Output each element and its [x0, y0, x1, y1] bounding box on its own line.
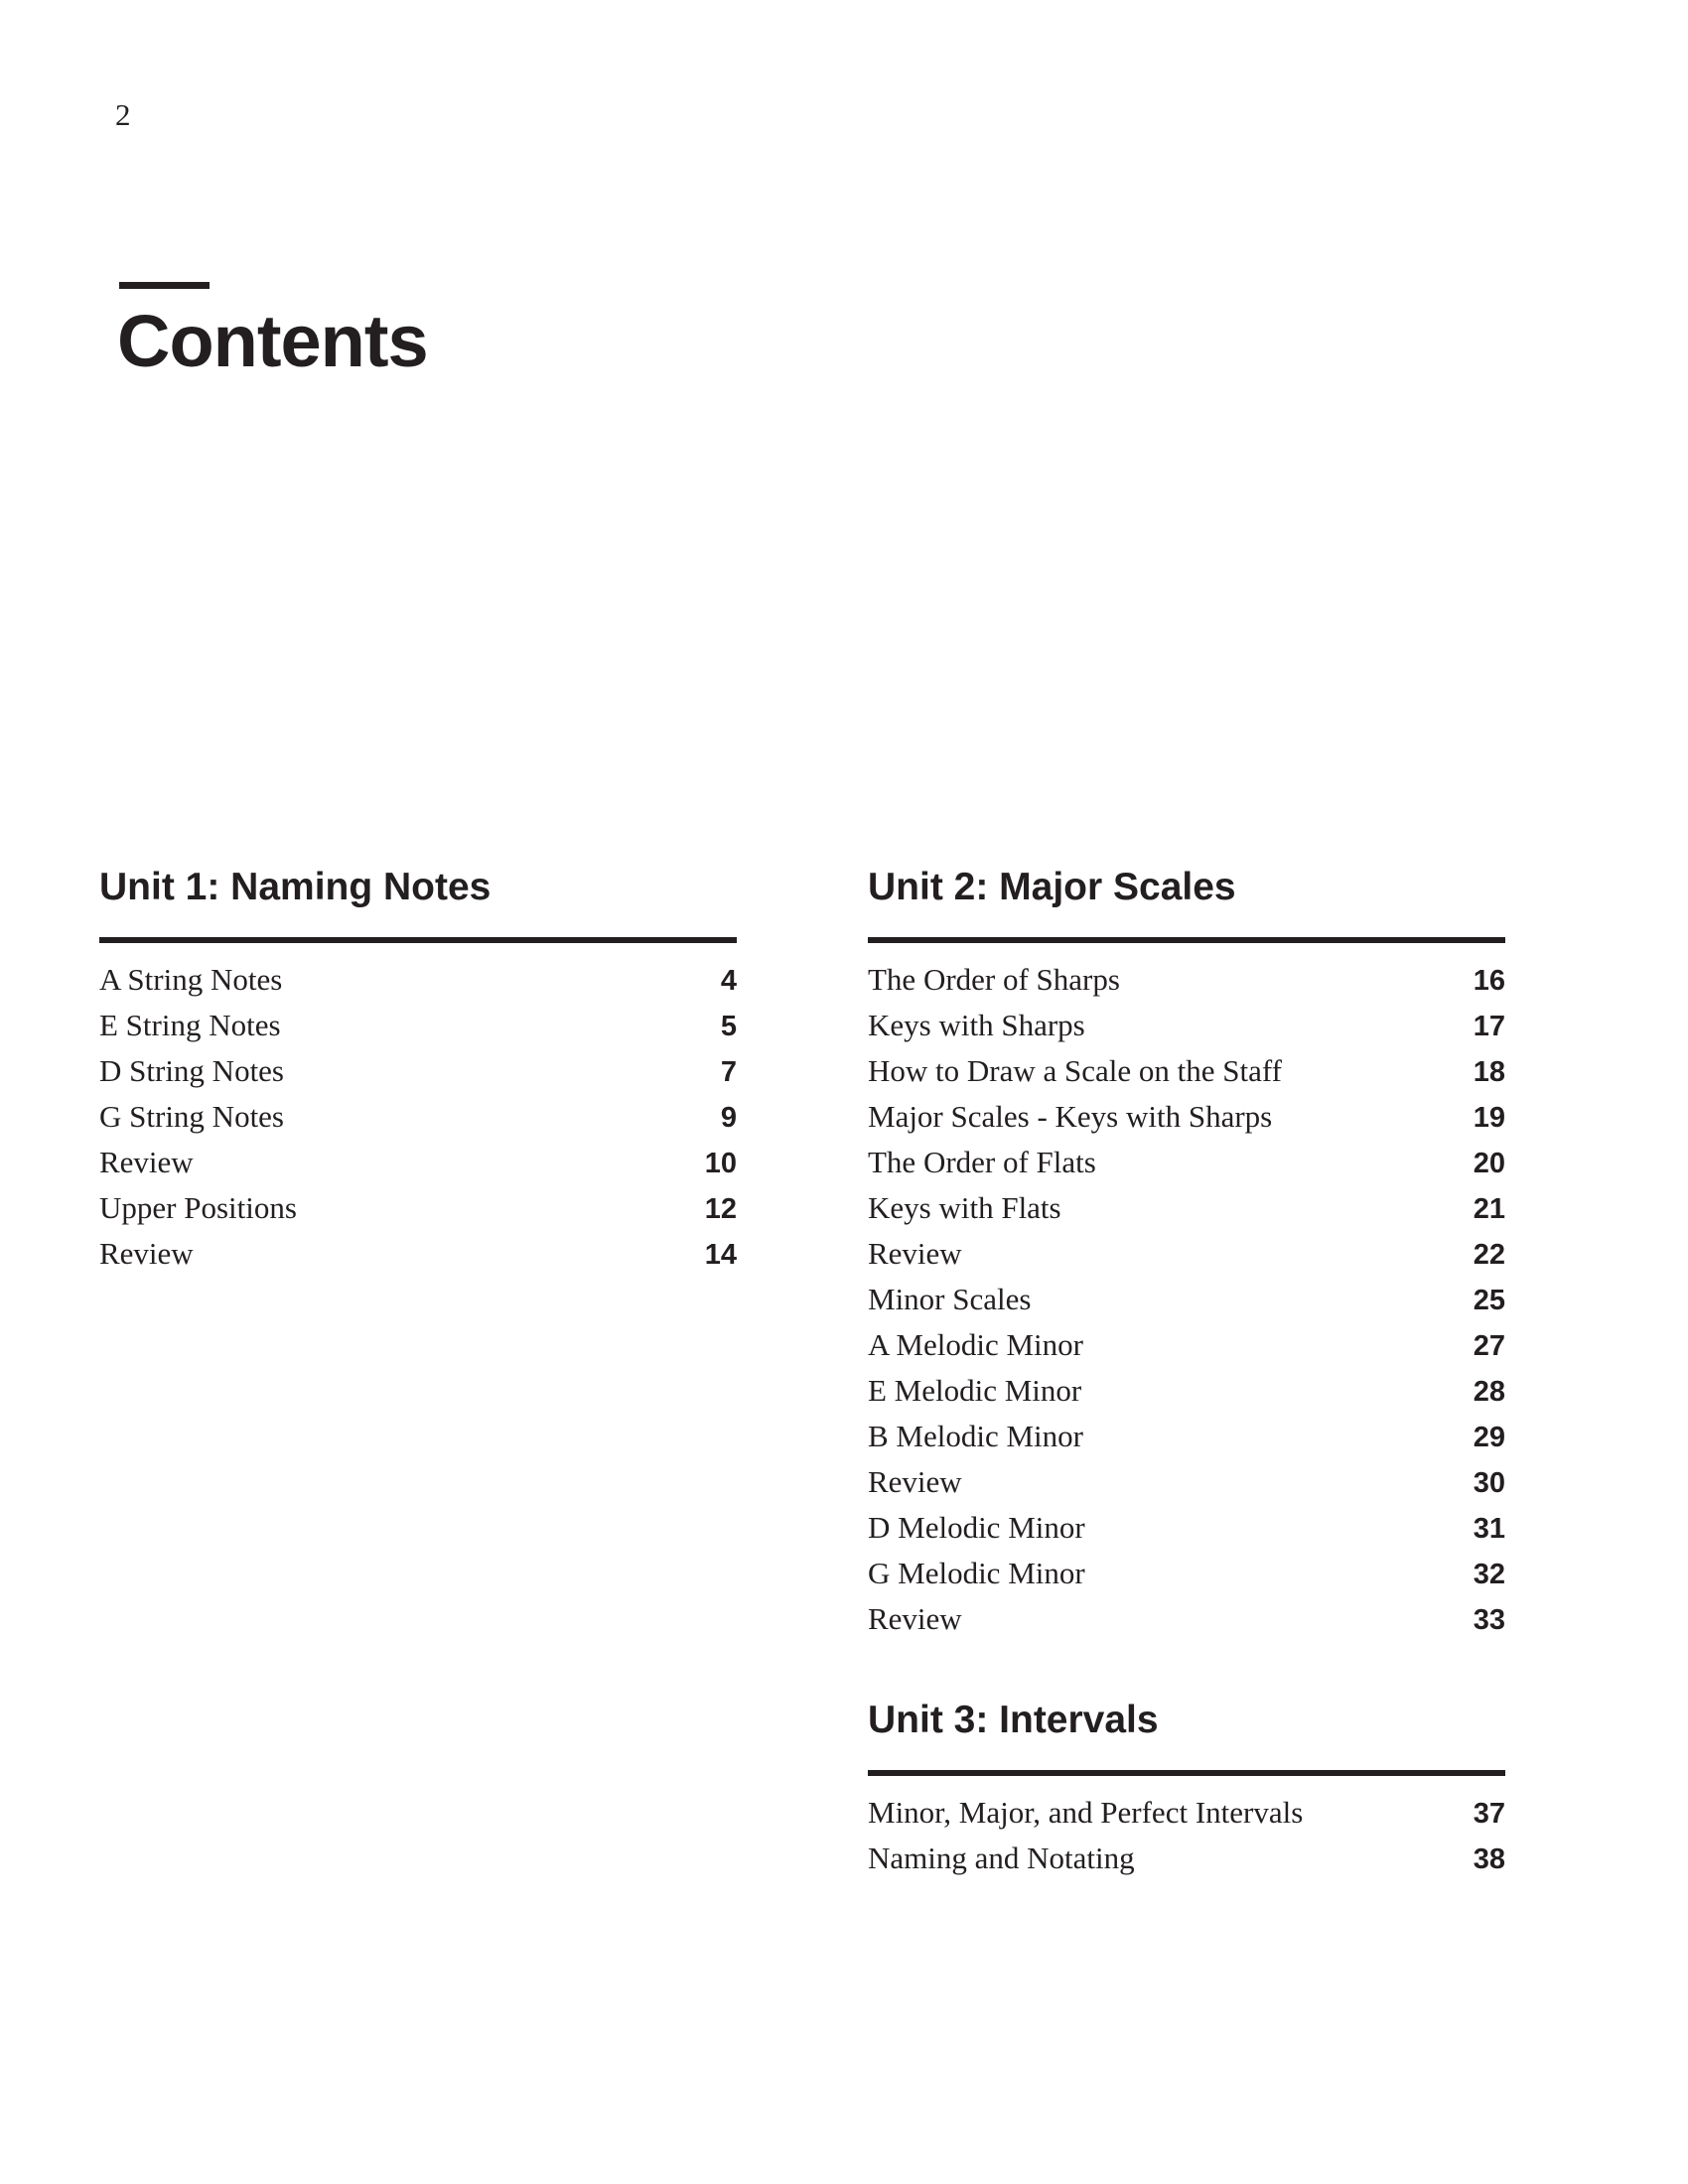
toc-entry — [868, 1048, 1505, 1094]
toc-entry — [868, 1231, 1505, 1277]
toc-entry-title: Keys with Flats — [868, 1190, 1061, 1225]
unit-section — [868, 1696, 1505, 1881]
toc-entry-page-number: 29 — [1473, 1422, 1505, 1453]
toc-entry — [868, 1551, 1505, 1596]
toc-entry-title: G String Notes — [99, 1099, 284, 1134]
toc-entry-title: D Melodic Minor — [868, 1510, 1085, 1545]
toc-entry-title: Minor Scales — [868, 1282, 1032, 1316]
toc-entry — [868, 1368, 1505, 1414]
toc-entry-page-number: 20 — [1473, 1148, 1505, 1179]
toc-entry-page-number: 12 — [704, 1193, 737, 1225]
toc-entry-page-number: 28 — [1473, 1376, 1505, 1408]
toc-entry — [99, 1048, 737, 1094]
toc-entry-title: The Order of Sharps — [868, 962, 1120, 997]
toc-entry-page-number: 21 — [1473, 1193, 1505, 1225]
toc-entry — [99, 1094, 737, 1140]
toc-entry-page-number: 25 — [1473, 1285, 1505, 1316]
unit-entry-list — [99, 957, 737, 1277]
toc-entry — [868, 1459, 1505, 1505]
toc-entry-page-number: 14 — [704, 1239, 737, 1271]
toc-entry-title: Review — [99, 1236, 194, 1271]
unit-rule — [868, 1770, 1505, 1776]
toc-entry — [868, 1505, 1505, 1551]
toc-entry-page-number: 38 — [1473, 1843, 1505, 1875]
toc-entry-title: Naming and Notating — [868, 1841, 1135, 1875]
unit-entry-list — [868, 957, 1505, 1642]
toc-entry-title: Review — [868, 1601, 962, 1636]
toc-entry — [99, 1140, 737, 1185]
toc-entry — [868, 1322, 1505, 1368]
unit-section — [868, 863, 1505, 1642]
toc-entry-title: The Order of Flats — [868, 1145, 1096, 1179]
toc-entry-title: B Melodic Minor — [868, 1419, 1083, 1453]
toc-entry-title: How to Draw a Scale on the Staff — [868, 1053, 1282, 1088]
toc-entry — [868, 1094, 1505, 1140]
title-rule — [119, 282, 210, 289]
toc-entry-title: G Melodic Minor — [868, 1556, 1085, 1590]
toc-entry-title: Major Scales - Keys with Sharps — [868, 1099, 1273, 1134]
toc-entry-page-number: 10 — [704, 1148, 737, 1179]
toc-entry-page-number: 16 — [1473, 965, 1505, 997]
toc-entry-title: Review — [868, 1464, 962, 1499]
unit-heading: Unit 3: Intervals — [868, 1699, 1159, 1741]
unit-heading: Unit 1: Naming Notes — [99, 866, 492, 908]
toc-entry-title: A Melodic Minor — [868, 1327, 1083, 1362]
toc-entry-page-number: 19 — [1473, 1102, 1505, 1134]
toc-entry — [99, 957, 737, 1003]
toc-entry-title: D String Notes — [99, 1053, 284, 1088]
toc-entry-page-number: 18 — [1473, 1056, 1505, 1088]
unit-entry-list — [868, 1790, 1505, 1881]
unit-rule — [99, 937, 737, 943]
toc-entry-title: Minor, Major, and Perfect Intervals — [868, 1795, 1304, 1830]
toc-entry-page-number: 33 — [1473, 1604, 1505, 1636]
toc-entry-page-number: 32 — [1473, 1559, 1505, 1590]
toc-entry — [868, 957, 1505, 1003]
page-number: 2 — [115, 97, 131, 132]
toc-entry — [868, 1003, 1505, 1048]
toc-entry-page-number: 9 — [720, 1102, 737, 1134]
toc-entry — [868, 1185, 1505, 1231]
page-title: Contents — [117, 300, 428, 382]
toc-entry — [99, 1185, 737, 1231]
toc-entry-title: E String Notes — [99, 1008, 281, 1042]
toc-entry — [868, 1596, 1505, 1642]
unit-heading: Unit 2: Major Scales — [868, 866, 1236, 908]
toc-entry — [868, 1836, 1505, 1881]
toc-entry — [868, 1790, 1505, 1836]
toc-entry-title: Review — [99, 1145, 194, 1179]
toc-entry-page-number: 7 — [720, 1056, 737, 1088]
toc-entry-title: Upper Positions — [99, 1190, 297, 1225]
unit-section — [99, 863, 737, 1277]
toc-entry-title: A String Notes — [99, 962, 283, 997]
toc-entry-page-number: 37 — [1473, 1798, 1505, 1830]
toc-entry — [868, 1140, 1505, 1185]
toc-entry — [99, 1003, 737, 1048]
toc-entry-page-number: 17 — [1473, 1011, 1505, 1042]
toc-entry-page-number: 4 — [720, 965, 737, 997]
toc-entry — [99, 1231, 737, 1277]
toc-entry-page-number: 30 — [1473, 1467, 1505, 1499]
toc-entry-page-number: 5 — [720, 1011, 737, 1042]
toc-entry — [868, 1277, 1505, 1322]
unit-rule — [868, 937, 1505, 943]
toc-entry-title: Review — [868, 1236, 962, 1271]
toc-entry-title: Keys with Sharps — [868, 1008, 1085, 1042]
toc-entry — [868, 1414, 1505, 1459]
toc-entry-page-number: 27 — [1473, 1330, 1505, 1362]
toc-entry-page-number: 31 — [1473, 1513, 1505, 1545]
toc-entry-page-number: 22 — [1473, 1239, 1505, 1271]
toc-entry-title: E Melodic Minor — [868, 1373, 1082, 1408]
